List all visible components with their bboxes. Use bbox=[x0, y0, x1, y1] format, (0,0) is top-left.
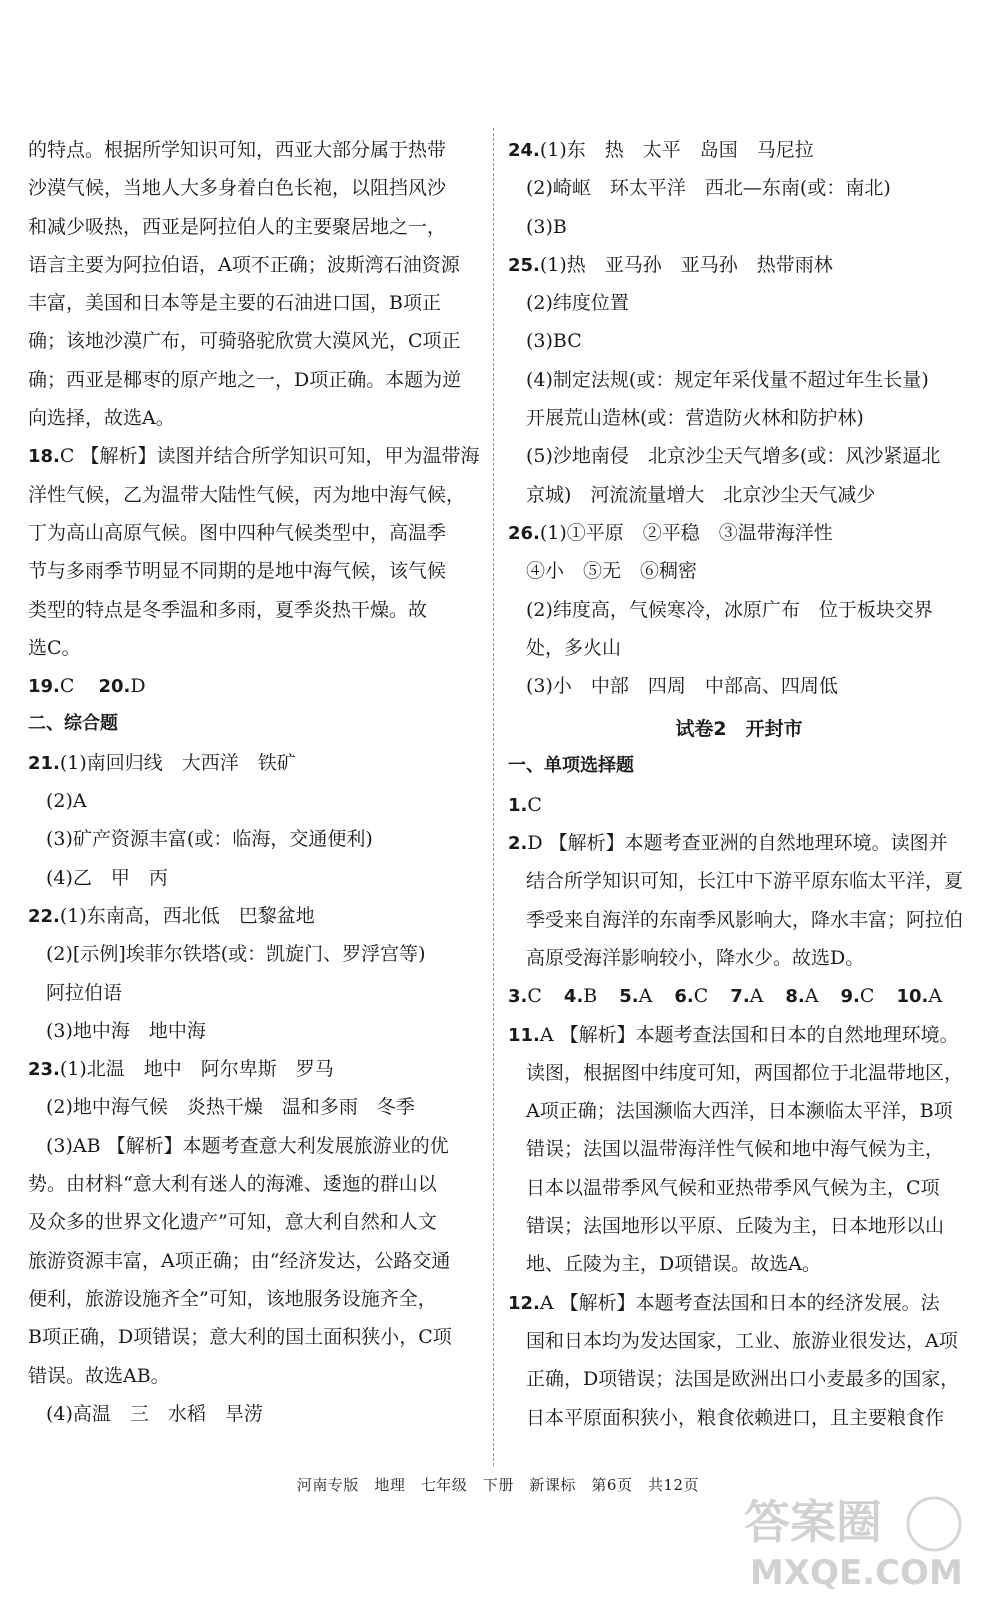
exam-title: 试卷2 开封市 bbox=[675, 718, 803, 741]
text-line bbox=[508, 361, 970, 399]
question-number: 21. bbox=[28, 752, 60, 774]
text-line bbox=[28, 169, 478, 207]
text-line bbox=[28, 361, 478, 399]
answer-letter: D bbox=[130, 675, 146, 698]
text-line bbox=[28, 744, 478, 782]
right-column bbox=[508, 131, 970, 1437]
line-text: (3)矿产资源丰富(或：临海，交通便利) bbox=[46, 828, 373, 851]
line-text: (2)A bbox=[46, 790, 87, 813]
line-text: 开展荒山造林(或：营造防火林和防护林) bbox=[526, 407, 864, 430]
text-line bbox=[28, 1127, 478, 1165]
text-line bbox=[28, 1165, 478, 1203]
text-line bbox=[28, 782, 478, 820]
question-number: 20. bbox=[98, 676, 131, 698]
line-text: C bbox=[59, 675, 75, 698]
text-line bbox=[28, 1357, 478, 1395]
text-line bbox=[508, 437, 970, 475]
line-text: 势。由材料“意大利有迷人的海滩、逶迤的群山以 bbox=[28, 1173, 437, 1196]
text-line bbox=[508, 1207, 970, 1245]
text-line bbox=[508, 246, 970, 284]
answer-letter: C bbox=[859, 985, 875, 1008]
question-number: 1. bbox=[508, 794, 528, 816]
text-line bbox=[508, 514, 970, 552]
text-line bbox=[508, 1054, 970, 1092]
text-line bbox=[508, 862, 970, 900]
text-line bbox=[28, 667, 478, 705]
text-line bbox=[28, 246, 478, 284]
text-line bbox=[28, 514, 478, 552]
answer-letter: C bbox=[527, 985, 542, 1008]
line-text: 错误；法国以温带海洋性气候和地中海气候为主， bbox=[526, 1138, 945, 1161]
text-line bbox=[28, 322, 478, 360]
line-text: 沙漠气候，当地人大多身着白色长袍，以阻挡风沙 bbox=[28, 177, 447, 200]
text-line bbox=[508, 169, 970, 207]
question-number: 26. bbox=[508, 522, 540, 544]
line-text: 洋性气候，乙为温带大陆性气候，丙为地中海气候， bbox=[28, 483, 466, 506]
line-text: (1)南回归线 大西洋 铁矿 bbox=[59, 751, 296, 774]
line-text: (1)东南高，西北低 巴黎盆地 bbox=[59, 904, 315, 927]
question-number: 8. bbox=[785, 986, 805, 1008]
answer-letter: B bbox=[583, 985, 598, 1008]
line-text: (2)崎岖 环太平洋 西北—东南(或：南北) bbox=[526, 177, 891, 200]
text-line bbox=[508, 1169, 970, 1207]
text-line bbox=[28, 1088, 478, 1126]
line-text: A 【解析】本题考查法国和日本的自然地理环境。 bbox=[539, 1023, 959, 1046]
question-number: 10. bbox=[896, 986, 929, 1008]
line-text: (3)小 中部 四周 中部高、四周低 bbox=[526, 675, 838, 698]
text-line bbox=[508, 1322, 970, 1360]
text-line bbox=[508, 1284, 970, 1322]
text-line bbox=[28, 629, 478, 667]
question-number: 5. bbox=[619, 986, 639, 1008]
text-line bbox=[28, 399, 478, 437]
line-text: 选C。 bbox=[28, 636, 81, 659]
line-text: A 【解析】本题考查法国和日本的经济发展。法 bbox=[539, 1291, 940, 1314]
line-text: C 【解析】读图并结合所学知识可知，甲为温带海 bbox=[59, 445, 480, 468]
line-text: 及众多的世界文化遗产”可知，意大利自然和人文 bbox=[28, 1211, 437, 1234]
line-text: 确；该地沙漠广布，可骑骆驼欣赏大漠风光，C项正 bbox=[28, 330, 461, 353]
line-text: (2)纬度高，气候寒冷，冰原广布 位于板块交界 bbox=[526, 598, 933, 621]
line-text: (3)B bbox=[526, 215, 567, 238]
text-line bbox=[508, 208, 970, 246]
line-text: 高原受海洋影响较小，降水少。故选D。 bbox=[526, 946, 865, 969]
line-text: (3)地中海 地中海 bbox=[46, 1019, 206, 1042]
line-text: (3)AB 【解析】本题考查意大利发展旅游业的优 bbox=[46, 1134, 449, 1157]
answer-letter: A bbox=[928, 985, 943, 1008]
line-text: 和减少吸热，西亚是阿拉伯人的主要聚居地之一， bbox=[28, 215, 447, 238]
line-text: D 【解析】本题考查亚洲的自然地理环境。读图并 bbox=[527, 832, 948, 855]
line-text: 便利，旅游设施齐全”可知，该地服务设施齐全， bbox=[28, 1287, 437, 1310]
watermark-logo bbox=[724, 1488, 974, 1592]
page-footer: 河南专版 地理 七年级 下册 新课标 第6页 共12页 bbox=[296, 1476, 700, 1494]
text-line bbox=[28, 1242, 478, 1280]
text-line bbox=[28, 552, 478, 590]
question-number: 24. bbox=[508, 140, 540, 161]
question-number: 19. bbox=[28, 676, 60, 698]
text-line bbox=[28, 859, 478, 897]
line-text: (1)北温 地中 阿尔卑斯 罗马 bbox=[59, 1058, 334, 1081]
text-line bbox=[508, 939, 970, 977]
question-number: 23. bbox=[28, 1059, 60, 1081]
line-text: 阿拉伯语 bbox=[46, 981, 123, 1004]
line-text: 丰富，美国和日本等是主要的石油进口国，B项正 bbox=[28, 292, 441, 315]
line-text: (2)[示例]埃菲尔铁塔(或：凯旋门、罗浮宫等) bbox=[46, 943, 426, 966]
text-line bbox=[508, 1016, 970, 1054]
line-text: (5)沙地南侵 北京沙尘天气增多(或：风沙紧逼北 bbox=[526, 445, 941, 468]
text-line bbox=[28, 974, 478, 1012]
text-line bbox=[508, 667, 970, 705]
text-line bbox=[508, 591, 970, 629]
line-text: 节与多雨季节明显不同期的是地中海气候，该气候 bbox=[28, 560, 447, 583]
answer-letter: A bbox=[749, 985, 764, 1008]
section-heading: 一、单项选择题 bbox=[508, 755, 634, 777]
question-number: 6. bbox=[674, 986, 694, 1008]
question-number: 18. bbox=[28, 446, 60, 468]
text-line bbox=[508, 131, 970, 169]
text-line bbox=[508, 284, 970, 322]
line-text: 语言主要为阿拉伯语，A项不正确；波斯湾石油资源 bbox=[28, 253, 460, 276]
text-line bbox=[508, 1399, 970, 1437]
text-line bbox=[508, 1245, 970, 1283]
line-text: B项正确，D项错误；意大利的国土面积狭小，C项 bbox=[28, 1326, 452, 1349]
line-text: (1)热 亚马孙 亚马孙 热带雨林 bbox=[539, 253, 833, 276]
line-text: (3)BC bbox=[526, 330, 582, 353]
line-text: (1)东 热 太平 岛国 马尼拉 bbox=[539, 139, 814, 161]
choice-answers-row bbox=[508, 977, 970, 1015]
text-line bbox=[508, 552, 970, 590]
line-text: (2)纬度位置 bbox=[526, 292, 629, 315]
text-line bbox=[28, 591, 478, 629]
watermark-url: MXQE.COM bbox=[750, 1553, 963, 1592]
left-column bbox=[28, 131, 478, 1433]
question-number: 2. bbox=[508, 833, 528, 855]
text-line bbox=[28, 437, 478, 475]
line-text: 向选择，故选A。 bbox=[28, 407, 175, 430]
line-text: C bbox=[527, 793, 542, 816]
watermark-title: 答案圈 bbox=[744, 1495, 882, 1549]
question-number: 3. bbox=[508, 986, 528, 1008]
text-line bbox=[28, 1012, 478, 1050]
column-divider bbox=[493, 128, 494, 1466]
line-text: 丁为高山高原气候。图中四种气候类型中，高温季 bbox=[28, 521, 447, 544]
line-text: (4)制定法规(或：规定年采伐量不超过年生长量) bbox=[526, 368, 929, 391]
text-line bbox=[28, 820, 478, 858]
text-line bbox=[28, 935, 478, 973]
text-line bbox=[28, 1280, 478, 1318]
line-text: 日本以温带季风气候和亚热带季风气候为主，C项 bbox=[526, 1176, 940, 1199]
answer-letter: A bbox=[804, 985, 819, 1008]
line-text: 读图，根据图中纬度可知，两国都位于北温带地区， bbox=[526, 1061, 964, 1084]
text-line bbox=[508, 1092, 970, 1130]
question-number: 7. bbox=[730, 986, 750, 1008]
text-line bbox=[508, 399, 970, 437]
text-line bbox=[508, 1360, 970, 1398]
line-text: 京城) 河流流量增大 北京沙尘天气减少 bbox=[526, 483, 876, 506]
question-number: 4. bbox=[563, 986, 584, 1008]
answer-letter: A bbox=[638, 985, 653, 1008]
line-text: (4)乙 甲 丙 bbox=[46, 866, 168, 889]
text-line bbox=[508, 322, 970, 360]
line-text: 旅游资源丰富，A项正确；由“经济发达，公路交通 bbox=[28, 1249, 451, 1272]
text-line bbox=[28, 1318, 478, 1356]
line-text: 错误。故选AB。 bbox=[28, 1364, 170, 1387]
line-text: 处，多火山 bbox=[526, 636, 622, 659]
question-number: 11. bbox=[508, 1024, 540, 1046]
line-text: 的特点。根据所学知识可知，西亚大部分属于热带 bbox=[28, 139, 447, 161]
line-text: (1)①平原 ②平稳 ③温带海洋性 bbox=[539, 521, 833, 544]
line-text: 季受来自海洋的东南季风影响大，降水丰富；阿拉伯 bbox=[526, 908, 964, 931]
question-number: 22. bbox=[28, 905, 60, 927]
text-line bbox=[28, 1395, 478, 1433]
text-line bbox=[508, 476, 970, 514]
question-number: 12. bbox=[508, 1292, 540, 1314]
question-number: 25. bbox=[508, 254, 540, 276]
line-text: 错误；法国地形以平原、丘陵为主，日本地形以山 bbox=[526, 1215, 945, 1238]
line-text: 类型的特点是冬季温和多雨，夏季炎热干燥。故 bbox=[28, 598, 428, 621]
line-text: 结合所学知识可知，长江中下游平原东临太平洋，夏 bbox=[526, 870, 964, 893]
text-line bbox=[28, 131, 478, 169]
line-text: 确；西亚是椰枣的原产地之一，D项正确。本题为逆 bbox=[28, 368, 462, 391]
line-text: 正确，D项错误；法国是欧洲出口小麦最多的国家， bbox=[526, 1368, 960, 1391]
line-text: ④小 ⑤无 ⑥稠密 bbox=[526, 560, 698, 583]
text-line bbox=[508, 1130, 970, 1168]
line-text: 国和日本均为发达国家，工业、旅游业很发达，A项 bbox=[526, 1329, 958, 1352]
text-line bbox=[28, 897, 478, 935]
line-text: (2)地中海气候 炎热干燥 温和多雨 冬季 bbox=[46, 1096, 415, 1119]
question-number: 9. bbox=[840, 986, 860, 1008]
text-line bbox=[28, 208, 478, 246]
text-line bbox=[508, 901, 970, 939]
text-line bbox=[28, 284, 478, 322]
text-line bbox=[28, 476, 478, 514]
line-text: A项正确；法国濒临大西洋，日本濒临太平洋，B项 bbox=[526, 1100, 953, 1123]
answer-letter: C bbox=[693, 985, 709, 1008]
text-line bbox=[508, 629, 970, 667]
section-heading: 二、综合题 bbox=[28, 713, 118, 735]
line-text: (4)高温 三 水稻 旱涝 bbox=[46, 1402, 263, 1425]
text-line bbox=[28, 1050, 478, 1088]
text-line bbox=[508, 824, 970, 862]
line-text: 地、丘陵为主，D项错误。故选A。 bbox=[526, 1253, 821, 1276]
text-line bbox=[508, 786, 970, 824]
text-line bbox=[28, 1203, 478, 1241]
line-text: 日本平原面积狭小，粮食依赖进口，且主要粮食作 bbox=[526, 1406, 945, 1429]
